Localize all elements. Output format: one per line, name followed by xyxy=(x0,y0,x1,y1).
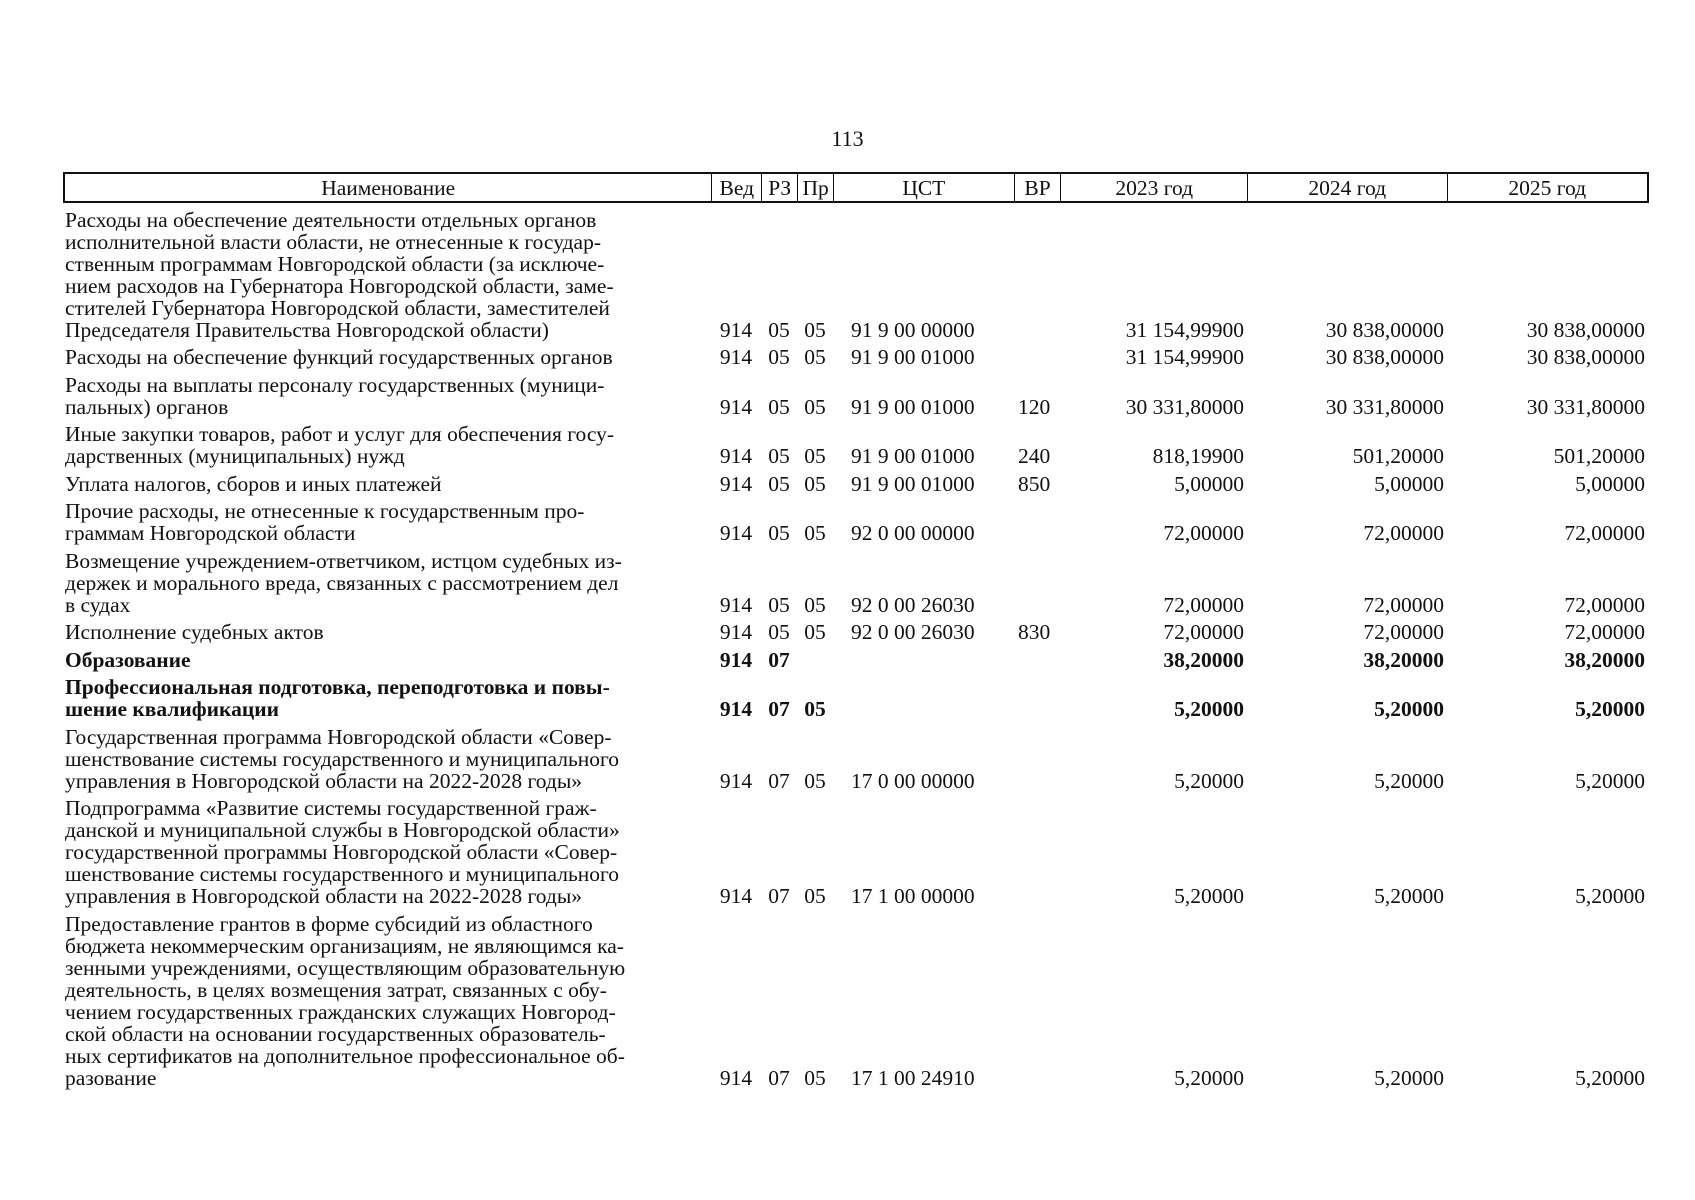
cst-cell: 17 0 00 00000 xyxy=(851,768,975,793)
rz-cell: 05 xyxy=(768,317,790,342)
name-line: ных сертификатов на дополнительное профессиональное об- xyxy=(65,1043,625,1068)
vr-cell: 830 xyxy=(1018,620,1051,644)
amount-2025-cell: 5,00000 xyxy=(1575,471,1645,496)
cst-cell: 17 1 00 00000 xyxy=(851,884,975,908)
name-line: государственной программы Новгородской области «Совер- xyxy=(65,840,618,864)
amount-2023-cell: 30 331,80000 xyxy=(1125,394,1244,419)
amount-2024-cell: 5,20000 xyxy=(1374,768,1444,793)
header-2024: 2024 год xyxy=(1247,174,1447,201)
name-line: Расходы на выплаты персоналу государственных (муници- xyxy=(65,372,605,397)
pr-cell: 05 xyxy=(804,317,826,342)
name-line: Предоставление грантов в форме субсидий из областного xyxy=(65,911,593,936)
name-cell xyxy=(63,346,711,368)
rz-cell: 07 xyxy=(768,697,790,721)
table-row xyxy=(63,495,1649,545)
cst-cell: 91 9 00 01000 xyxy=(851,444,975,468)
cst-cell: 91 9 00 01000 xyxy=(851,394,975,419)
ved-cell: 914 xyxy=(719,394,753,419)
rz-cell: 05 xyxy=(768,592,790,617)
ved-cell: 914 xyxy=(719,768,753,793)
amount-2024-cell: 30 838,00000 xyxy=(1325,345,1444,369)
name-line: Председателя Правительства Новгородской области) xyxy=(65,317,549,342)
table-row xyxy=(63,792,1649,908)
name-cell xyxy=(63,797,711,907)
name-line: Уплата налогов, сборов и иных платежей xyxy=(65,471,442,496)
name-line: Образование xyxy=(65,647,191,672)
table-row xyxy=(63,616,1649,644)
header-2025: 2025 год xyxy=(1447,174,1648,201)
vr-cell: 120 xyxy=(1018,394,1051,419)
amount-2024-cell: 30 331,80000 xyxy=(1325,394,1444,419)
name-line: управления в Новгородской области на 2022-2028 годы» xyxy=(65,884,583,908)
name-line: пальных) органов xyxy=(65,394,229,419)
rz-cell: 07 xyxy=(768,768,790,793)
rz-cell: 05 xyxy=(768,444,790,468)
pr-cell: 05 xyxy=(804,884,826,908)
amount-2024-cell: 5,20000 xyxy=(1374,1065,1444,1090)
page-number: 113 xyxy=(831,126,864,151)
ved-cell: 914 xyxy=(719,592,753,617)
name-line: Иные закупки товаров, работ и услуг для обеспечения госу- xyxy=(65,422,614,446)
table-row xyxy=(63,368,1649,418)
name-cell xyxy=(63,913,711,1089)
name-line: в судах xyxy=(65,592,131,617)
ved-cell: 914 xyxy=(719,620,753,644)
ved-cell: 914 xyxy=(719,471,753,496)
table-header xyxy=(63,172,1649,203)
table-row xyxy=(63,643,1649,671)
rz-cell: 05 xyxy=(768,620,790,644)
pr-cell: 05 xyxy=(804,620,826,644)
header-cst: ЦСТ xyxy=(833,174,1014,201)
amount-2024-cell: 72,00000 xyxy=(1363,592,1444,617)
name-line: разование xyxy=(65,1065,157,1090)
amount-2024-cell: 30 838,00000 xyxy=(1325,317,1444,342)
name-cell xyxy=(63,374,711,418)
ved-cell: 914 xyxy=(719,521,753,545)
rz-cell: 05 xyxy=(768,471,790,496)
name-line: Профессиональная подготовка, переподготовка и повы- xyxy=(65,675,610,699)
cst-cell: 92 0 00 26030 xyxy=(851,592,975,617)
ved-cell: 914 xyxy=(719,345,753,369)
amount-2023-cell: 72,00000 xyxy=(1163,592,1244,617)
name-line: шенствование системы государственного и муниципального xyxy=(65,746,620,771)
amount-2023-cell: 5,00000 xyxy=(1174,471,1244,496)
name-line: зенными учреждениями, осуществляющим образовательную xyxy=(65,955,626,980)
name-line: дарственных (муниципальных) нужд xyxy=(65,444,405,468)
vr-cell: 850 xyxy=(1018,471,1051,496)
rz-cell: 05 xyxy=(768,521,790,545)
ved-cell: 914 xyxy=(719,884,753,908)
amount-2023-cell: 5,20000 xyxy=(1174,768,1244,793)
amount-2023-cell: 31 154,99900 xyxy=(1125,345,1244,369)
pr-cell: 05 xyxy=(804,345,826,369)
name-line: управления в Новгородской области на 2022-2028 годы» xyxy=(65,768,583,793)
name-cell xyxy=(63,473,711,495)
name-cell xyxy=(63,550,711,616)
budget-table xyxy=(63,172,1649,1089)
amount-2025-cell: 30 331,80000 xyxy=(1526,394,1645,419)
rz-cell: 07 xyxy=(768,1065,790,1090)
name-line: бюджета некоммерческим организациям, не являющимся ка- xyxy=(65,933,624,958)
pr-cell: 05 xyxy=(804,697,826,721)
table-row xyxy=(63,544,1649,616)
amount-2025-cell: 5,20000 xyxy=(1575,768,1645,793)
amount-2023-cell: 31 154,99900 xyxy=(1125,317,1244,342)
name-cell xyxy=(63,500,711,544)
name-line: Расходы на обеспечение деятельности отдельных органов xyxy=(65,207,597,232)
amount-2024-cell: 72,00000 xyxy=(1363,521,1444,545)
header-2023: 2023 год xyxy=(1060,174,1247,201)
amount-2024-cell: 5,00000 xyxy=(1374,471,1444,496)
amount-2024-cell: 38,20000 xyxy=(1363,647,1444,672)
header-rz: РЗ xyxy=(761,174,797,201)
table-row xyxy=(63,203,1649,341)
name-cell xyxy=(63,209,711,341)
vr-cell: 240 xyxy=(1018,444,1051,468)
amount-2024-cell: 501,20000 xyxy=(1352,444,1444,468)
amount-2025-cell: 5,20000 xyxy=(1575,1065,1645,1090)
cst-cell: 92 0 00 00000 xyxy=(851,521,975,545)
cst-cell: 92 0 00 26030 xyxy=(851,620,975,644)
rz-cell: 05 xyxy=(768,394,790,419)
table-row xyxy=(63,671,1649,721)
cst-cell: 17 1 00 24910 xyxy=(851,1065,975,1090)
name-line: шенствование системы государственного и муниципального xyxy=(65,862,620,886)
name-line: стителей Губернатора Новгородской области, заместителей xyxy=(65,295,610,320)
amount-2025-cell: 5,20000 xyxy=(1575,884,1645,908)
name-cell xyxy=(63,649,711,671)
name-line: исполнительной власти области, не отнесенные к государ- xyxy=(65,229,601,254)
amount-2025-cell: 501,20000 xyxy=(1553,444,1645,468)
ved-cell: 914 xyxy=(719,317,753,342)
rz-cell: 07 xyxy=(768,647,790,672)
table-row xyxy=(63,907,1649,1089)
ved-cell: 914 xyxy=(719,444,753,468)
amount-2023-cell: 5,20000 xyxy=(1174,697,1244,721)
amount-2025-cell: 5,20000 xyxy=(1575,697,1645,721)
name-line: данской и муниципальной службы в Новгородской области» xyxy=(65,818,620,842)
amount-2023-cell: 72,00000 xyxy=(1163,521,1244,545)
header-pr: Пр xyxy=(797,174,833,201)
amount-2023-cell: 5,20000 xyxy=(1174,1065,1244,1090)
amount-2024-cell: 5,20000 xyxy=(1374,884,1444,908)
header-name: Наименование xyxy=(321,176,456,200)
name-line: Расходы на обеспечение функций государственных органов xyxy=(65,345,613,369)
cst-cell: 91 9 00 00000 xyxy=(851,317,975,342)
name-line: Подпрограмма «Развитие системы государственной граж- xyxy=(65,796,597,820)
ved-cell: 914 xyxy=(719,647,753,672)
name-line: деятельность, в целях возмещения затрат, связанных с обу- xyxy=(65,977,607,1002)
table-row xyxy=(63,418,1649,468)
pr-cell: 05 xyxy=(804,394,826,419)
header-vr: ВР xyxy=(1014,174,1061,201)
amount-2024-cell: 5,20000 xyxy=(1374,697,1444,721)
name-line: Государственная программа Новгородской области «Совер- xyxy=(65,724,612,749)
name-line: Возмещение учреждением-ответчиком, истцом судебных из- xyxy=(65,548,622,573)
name-cell xyxy=(63,423,711,467)
cst-cell: 91 9 00 01000 xyxy=(851,471,975,496)
amount-2025-cell: 38,20000 xyxy=(1564,647,1645,672)
rz-cell: 07 xyxy=(768,884,790,908)
amount-2024-cell: 72,00000 xyxy=(1363,620,1444,644)
amount-2025-cell: 30 838,00000 xyxy=(1526,345,1645,369)
amount-2023-cell: 818,19900 xyxy=(1152,444,1244,468)
table-row xyxy=(63,341,1649,369)
ved-cell: 914 xyxy=(719,697,753,721)
amount-2025-cell: 30 838,00000 xyxy=(1526,317,1645,342)
name-cell xyxy=(63,621,711,643)
name-line: держек и морального вреда, связанных с рассмотрением дел xyxy=(65,570,619,595)
name-line: чением государственных гражданских служащих Новгород- xyxy=(65,999,616,1024)
amount-2023-cell: 38,20000 xyxy=(1163,647,1244,672)
header-ved: Вед xyxy=(711,174,761,201)
name-line: ственным программам Новгородской области (за исключе- xyxy=(65,251,605,276)
table-body xyxy=(63,203,1649,1089)
amount-2025-cell: 72,00000 xyxy=(1564,592,1645,617)
table-row xyxy=(63,467,1649,495)
table-row xyxy=(63,720,1649,792)
pr-cell: 05 xyxy=(804,471,826,496)
pr-cell: 05 xyxy=(804,1065,826,1090)
ved-cell: 914 xyxy=(719,1065,753,1090)
name-cell xyxy=(63,676,711,720)
name-line: Исполнение судебных актов xyxy=(65,620,324,644)
name-line: Прочие расходы, не отнесенные к государственным про- xyxy=(65,499,585,523)
amount-2023-cell: 72,00000 xyxy=(1163,620,1244,644)
name-line: нием расходов на Губернатора Новгородской области, заме- xyxy=(65,273,614,298)
rz-cell: 05 xyxy=(768,345,790,369)
pr-cell: 05 xyxy=(804,444,826,468)
name-line: ской области на основании государственных образователь- xyxy=(65,1021,606,1046)
amount-2025-cell: 72,00000 xyxy=(1564,521,1645,545)
cst-cell: 91 9 00 01000 xyxy=(851,345,975,369)
name-line: шение квалификации xyxy=(65,697,280,721)
pr-cell: 05 xyxy=(804,521,826,545)
name-cell xyxy=(63,726,711,792)
amount-2025-cell: 72,00000 xyxy=(1564,620,1645,644)
pr-cell: 05 xyxy=(804,592,826,617)
name-line: граммам Новгородской области xyxy=(65,521,356,545)
amount-2023-cell: 5,20000 xyxy=(1174,884,1244,908)
pr-cell: 05 xyxy=(804,768,826,793)
